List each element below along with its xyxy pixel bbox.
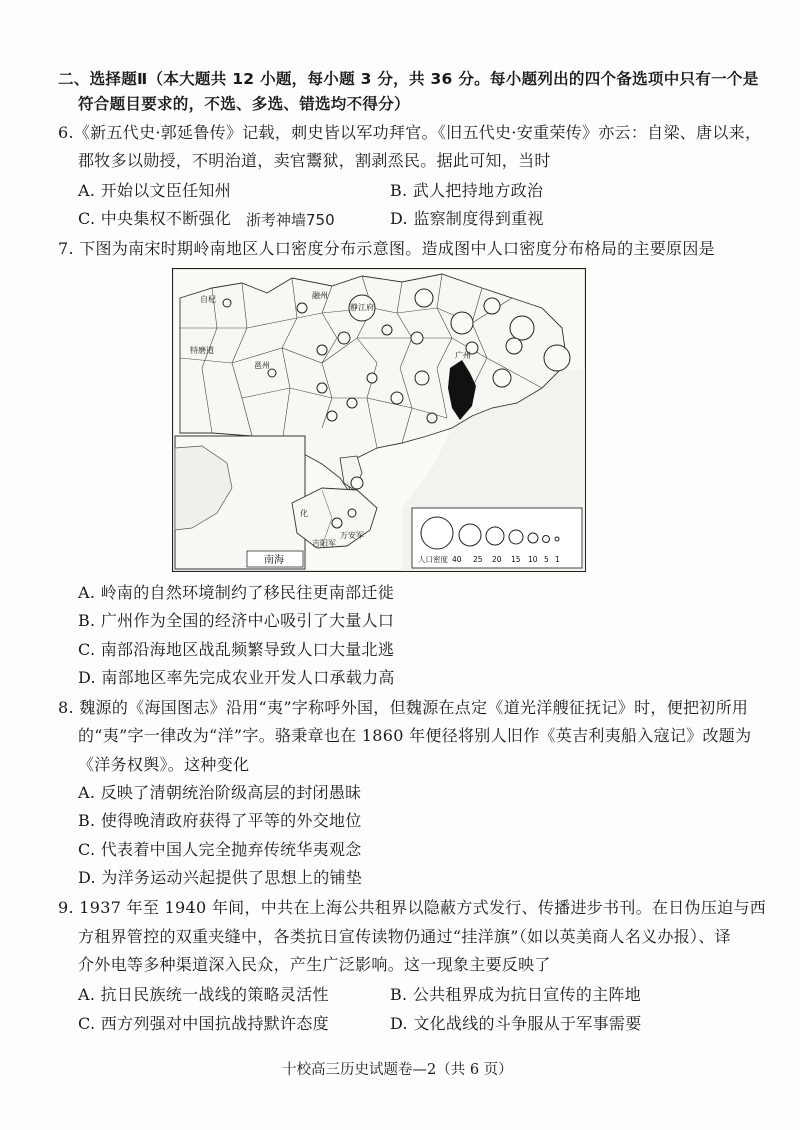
question-7-option-a[interactable]: A. 岭南的自然环境制约了移民往更南部迁徙 [78, 583, 395, 602]
legend-value-40: 40 [452, 555, 462, 564]
map-label-hua: 化 [300, 509, 308, 518]
question-6-option-c[interactable]: C. 中央集权不断强化 [78, 209, 232, 228]
legend-value-15: 15 [511, 555, 521, 564]
map-legend [412, 508, 582, 568]
question-6-line-2: 郡牧多以勋授，不明治道，卖官鬻狱，割剥烝民。据此可知，当时 [78, 151, 551, 170]
question-6-line-1: 6.《新五代史·郭延鲁传》记载，刺史皆以军功拜官。《旧五代史·安重荣传》亦云：自梁、唐以来， [58, 123, 762, 142]
legend-value-25: 25 [473, 555, 483, 564]
question-8-option-b[interactable]: B. 使得晚清政府获得了平等的外交地位 [78, 811, 362, 830]
question-6-option-d[interactable]: D. 监察制度得到重视 [390, 209, 544, 228]
section-header-line-2: 符合题目要求的，不选、多选、错选均不得分） [78, 95, 410, 113]
question-8-line-1: 8. 魏源的《海国图志》沿用“夷”字称呼外国，但魏源在点定《道光洋艘征抚记》时，便把初所用 [58, 698, 749, 717]
section-header-line-1: 二、选择题Ⅱ（本大题共 12 小题，每小题 3 分，共 36 分。每小题列出的四个备选项中只有一个是 [58, 70, 759, 88]
map-label-wanan: 万安军 [340, 531, 364, 540]
question-8-option-c[interactable]: C. 代表着中国人完全抛弃传统华夷观念 [78, 840, 362, 859]
legend-label: 人口密度 [418, 555, 448, 564]
map-label-rongzhou: 融州 [312, 291, 328, 300]
question-8-option-d[interactable]: D. 为洋务运动兴起提供了思想上的铺垫 [78, 868, 363, 887]
question-7-option-d[interactable]: D. 南部地区率先完成农业开发人口承载力高 [78, 668, 395, 687]
question-9-option-d[interactable]: D. 文化战线的斗争服从于军事需要 [390, 1014, 642, 1033]
question-9-option-b[interactable]: B. 公共租界成为抗日宣传的主阵地 [390, 985, 642, 1004]
question-9-option-a[interactable]: A. 抗日民族统一战线的策略灵活性 [78, 985, 329, 1004]
map-label-guangzhou: 广州 [455, 351, 471, 360]
legend-value-5: 5 [544, 555, 549, 564]
watermark: 浙考神墙750 [246, 211, 335, 229]
map-label-nanhai: 南海 [264, 555, 284, 566]
question-9-line-3: 介外电等多种渠道深入民众，产生广泛影响。这一现象主要反映了 [78, 955, 551, 974]
question-9-option-c[interactable]: C. 西方列强对中国抗战持默许态度 [78, 1014, 329, 1033]
legend-value-1: 1 [555, 555, 560, 564]
question-9-line-2: 方租界管控的双重夹缝中，各类抗日宣传读物仍通过“挂洋旗”（如以英美商人名义办报）、译 [78, 927, 731, 946]
map-label-temodao: 特磨道 [190, 346, 214, 355]
map-label-ziqi: 自杞 [200, 295, 216, 304]
page-footer: 十校高三历史试题卷—2（共 6 页） [282, 1062, 513, 1078]
map-label-yongzhou: 邕州 [254, 361, 270, 370]
question-7-option-c[interactable]: C. 南部沿海地区战乱频繁导致人口大量北逃 [78, 640, 395, 659]
question-9-line-1: 9. 1937 年至 1940 年间，中共在上海公共租界以隐蔽方式发行、传播进步书刊。在日伪压迫与西 [58, 898, 767, 917]
legend-value-10: 10 [528, 555, 538, 564]
question-8-line-2: 的“夷”字一律改为“洋”字。骆秉章也在 1860 年便径将别人旧作《英吉利夷船入寇记》改题为 [78, 726, 752, 745]
question-6-option-b[interactable]: B. 武人把持地方政治 [390, 181, 544, 200]
map-label-jiyang: 吉阳军 [312, 539, 336, 548]
map-label-jingjiang: 静江府 [350, 303, 374, 312]
question-7-option-b[interactable]: B. 广州作为全国的经济中心吸引了大量人口 [78, 611, 395, 630]
question-6-option-a[interactable]: A. 开始以文臣任知州 [78, 181, 232, 200]
question-8-option-a[interactable]: A. 反映了清朝统治阶级高层的封闭愚昧 [78, 783, 362, 802]
question-8-line-3: 《洋务权舆》。这种变化 [78, 755, 250, 774]
legend-value-20: 20 [492, 555, 502, 564]
population-density-map [172, 268, 586, 572]
question-7-stem: 7. 下图为南宋时期岭南地区人口密度分布示意图。造成图中人口密度分布格局的主要原因是 [58, 239, 715, 258]
